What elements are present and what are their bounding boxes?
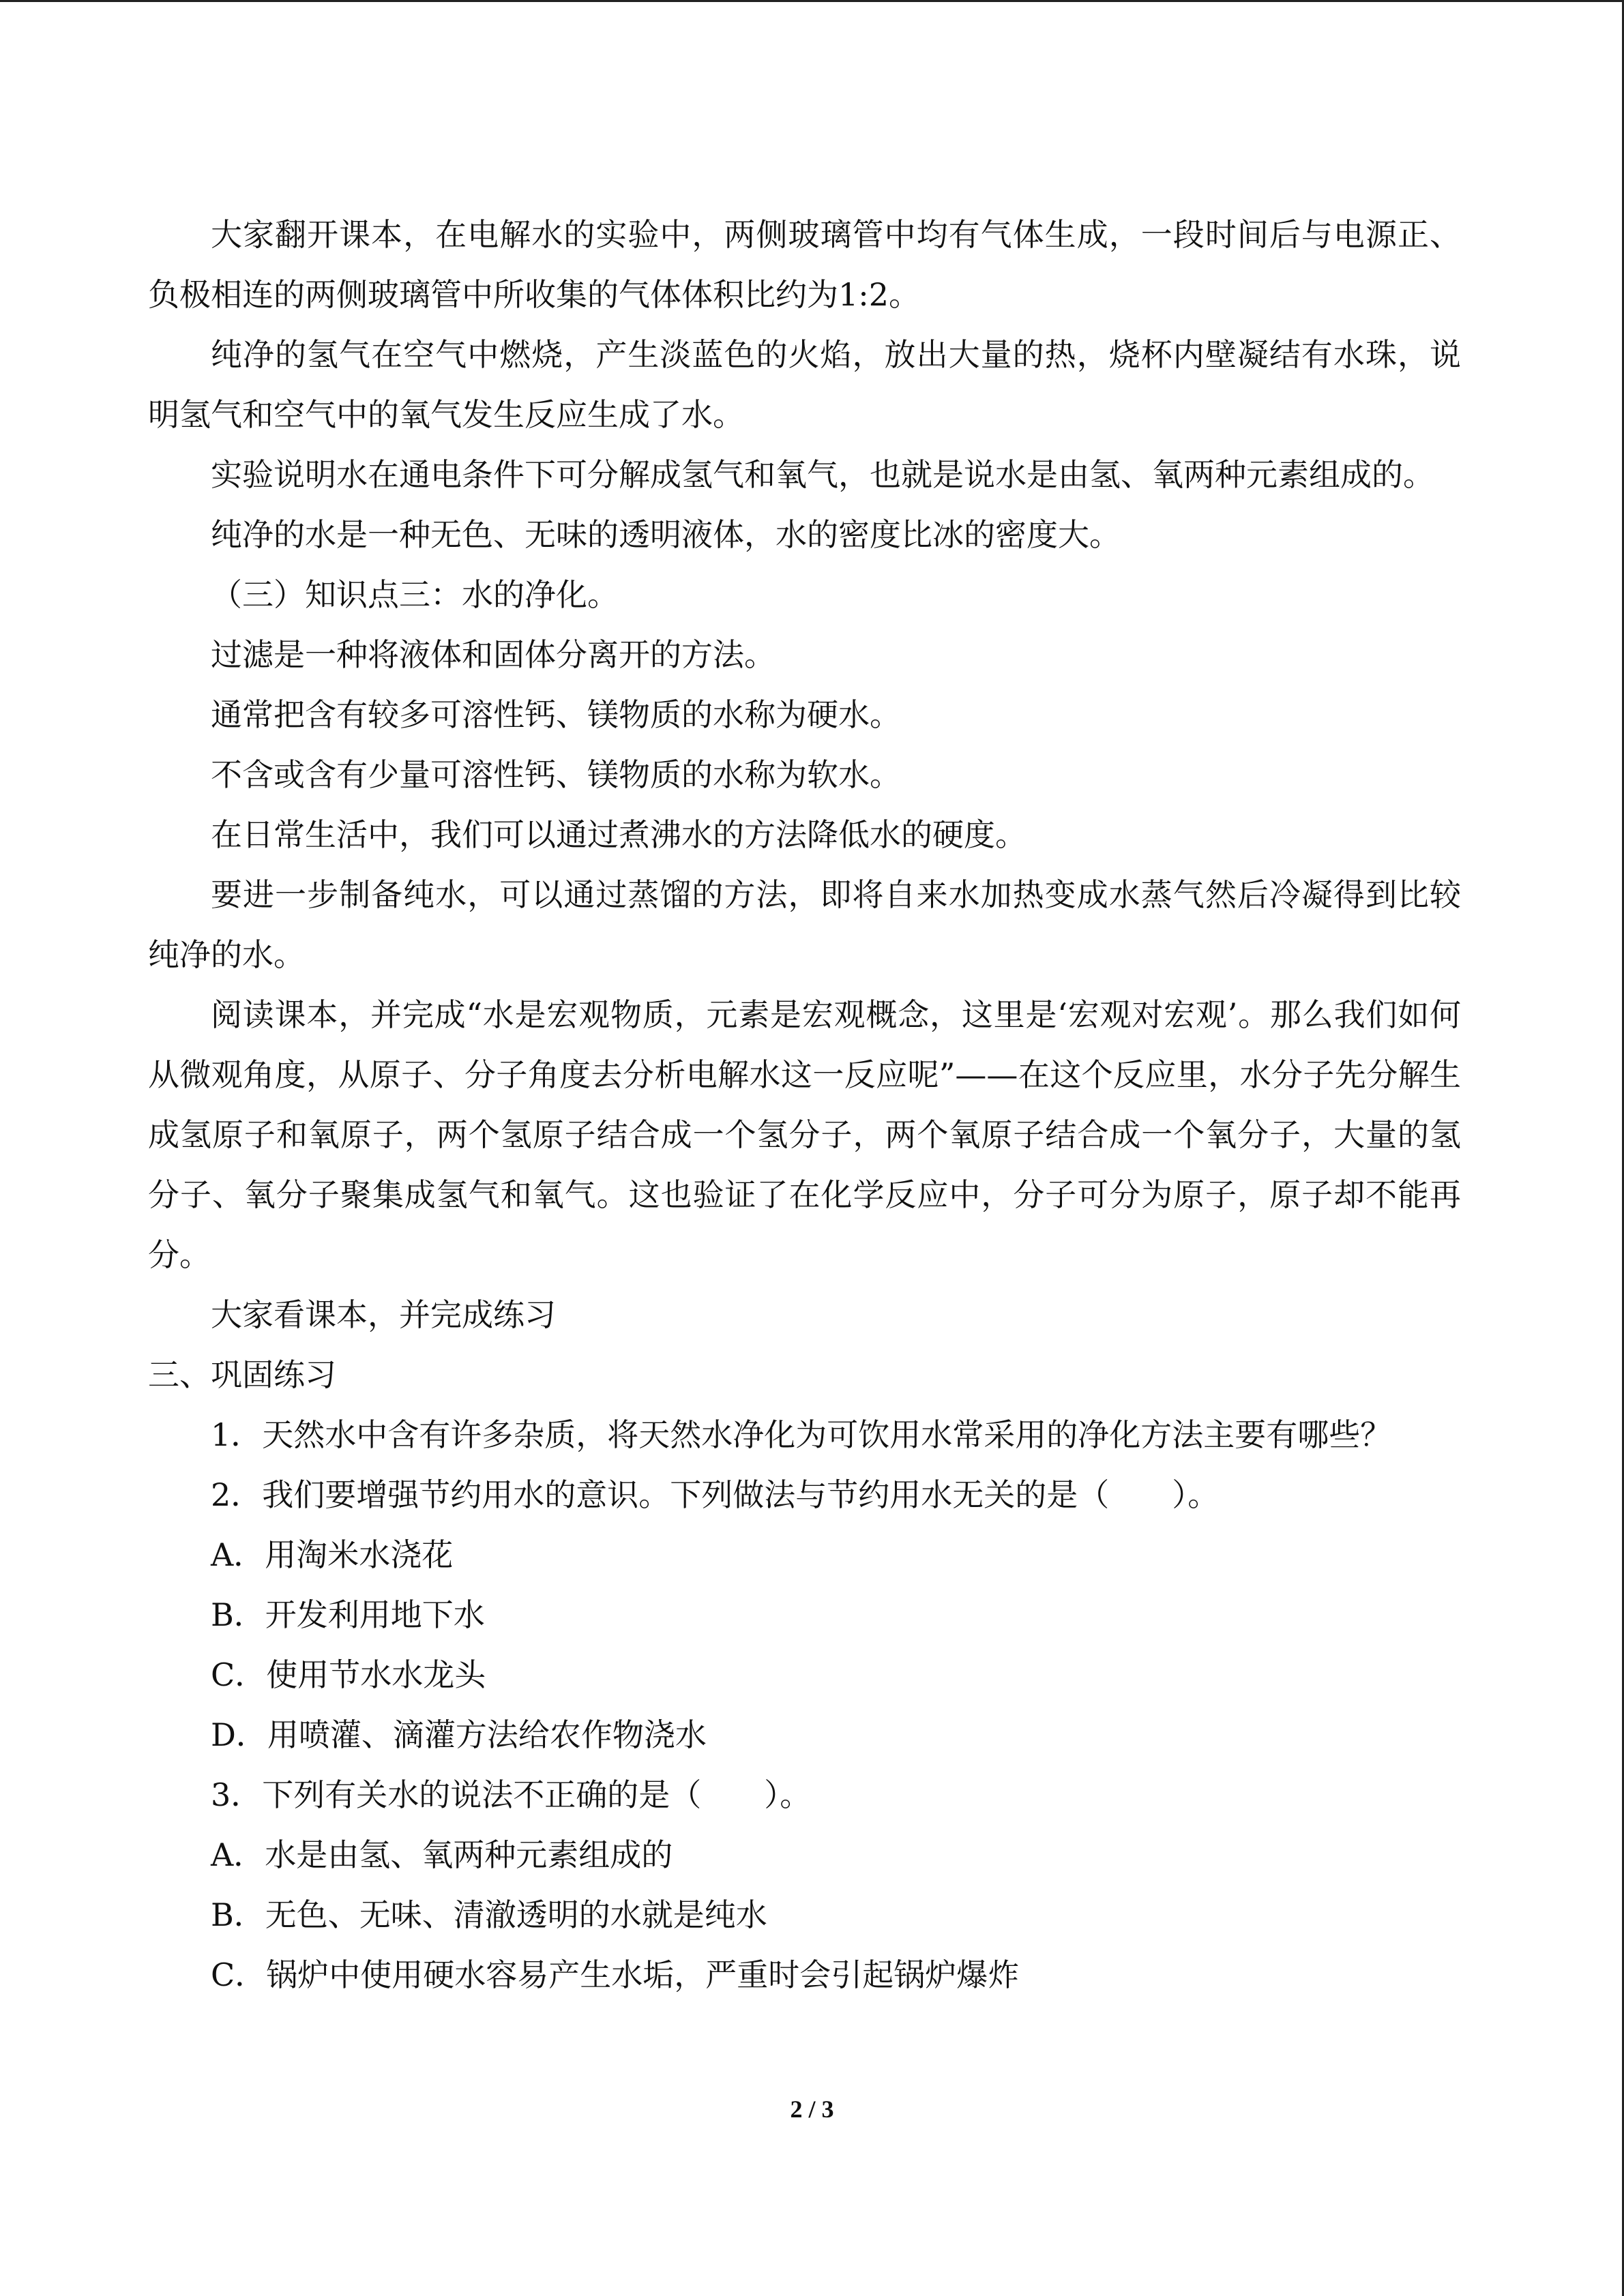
paragraph-soft-water: 不含或含有少量可溶性钙、镁物质的水称为软水。 [211, 756, 901, 793]
paragraph-micro-view: 阅读课本，并完成“水是宏观物质，元素是宏观概念，这里是‘宏观对宏观’。那么我们如何从微观角度，从原子、分子角度去分析电解水这一反应呢”——在这个反应里，水分子先分解生成氢原子和氧原子，两个氢原子结合成一个氢分子，两个氧原子结合成一个氧分子，大量的氢分子、氧分子聚集成氢气和氧气。这也验证了在化学反应中，分子可分为原子，原子却不能再分。 [148, 996, 1461, 1273]
exercise-question-1: 1．天然水中含有许多杂质，将天然水净化为可饮用水常采用的净化方法主要有哪些？ [211, 1416, 1392, 1453]
exercise-question-3: 3．下列有关水的说法不正确的是（ ）。 [211, 1776, 812, 1813]
exercise-2-option-d: D．用喷灌、滴灌方法给农作物浇水 [211, 1716, 707, 1753]
exercise-2-option-a: A．用淘米水浇花 [211, 1536, 454, 1573]
paragraph-water-composition: 实验说明水在通电条件下可分解成氢气和氧气，也就是说水是由氢、氧两种元素组成的。 [211, 456, 1434, 493]
exercise-question-2: 2．我们要增强节约用水的意识。下列做法与节约用水无关的是（ ）。 [211, 1476, 1220, 1513]
paragraph-pure-water: 纯净的水是一种无色、无味的透明液体，水的密度比冰的密度大。 [211, 516, 1121, 553]
paragraph-distillation: 要进一步制备纯水，可以通过蒸馏的方法，即将自来水加热变成水蒸气然后冷凝得到比较纯净的水。 [148, 876, 1461, 973]
paragraph-hydrogen-burning: 纯净的氢气在空气中燃烧，产生淡蓝色的火焰，放出大量的热，烧杯内壁凝结有水珠，说明氢气和空气中的氧气发生反应生成了水。 [148, 336, 1461, 433]
paragraph-read-textbook: 大家看课本，并完成练习 [211, 1296, 556, 1333]
exercise-3-option-c: C．锅炉中使用硬水容易产生水垢，严重时会引起锅炉爆炸 [211, 1956, 1020, 1993]
exercise-3-option-b: B．无色、无味、清澈透明的水就是纯水 [211, 1896, 767, 1933]
paragraph-hard-water: 通常把含有较多可溶性钙、镁物质的水称为硬水。 [211, 696, 901, 733]
section-heading-exercises: 三、巩固练习 [148, 1356, 336, 1393]
paragraph-filtration: 过滤是一种将液体和固体分离开的方法。 [211, 636, 776, 673]
exercise-3-option-a: A．水是由氢、氧两种元素组成的 [211, 1836, 673, 1873]
exercise-2-option-c: C．使用节水水龙头 [211, 1656, 486, 1693]
exercise-2-option-b: B．开发利用地下水 [211, 1596, 485, 1633]
document-body [148, 205, 1461, 2005]
page-top-border [0, 0, 1624, 2]
paragraph-knowledge-point-3: （三）知识点三：水的净化。 [211, 576, 619, 613]
paragraph-electrolysis: 大家翻开课本，在电解水的实验中，两侧玻璃管中均有气体生成，一段时间后与电源正、负极相连的两侧玻璃管中所收集的气体体积比约为1:2。 [148, 216, 1461, 313]
paragraph-boiling: 在日常生活中，我们可以通过煮沸水的方法降低水的硬度。 [211, 816, 1027, 853]
page-number: 2 / 3 [790, 2096, 834, 2123]
